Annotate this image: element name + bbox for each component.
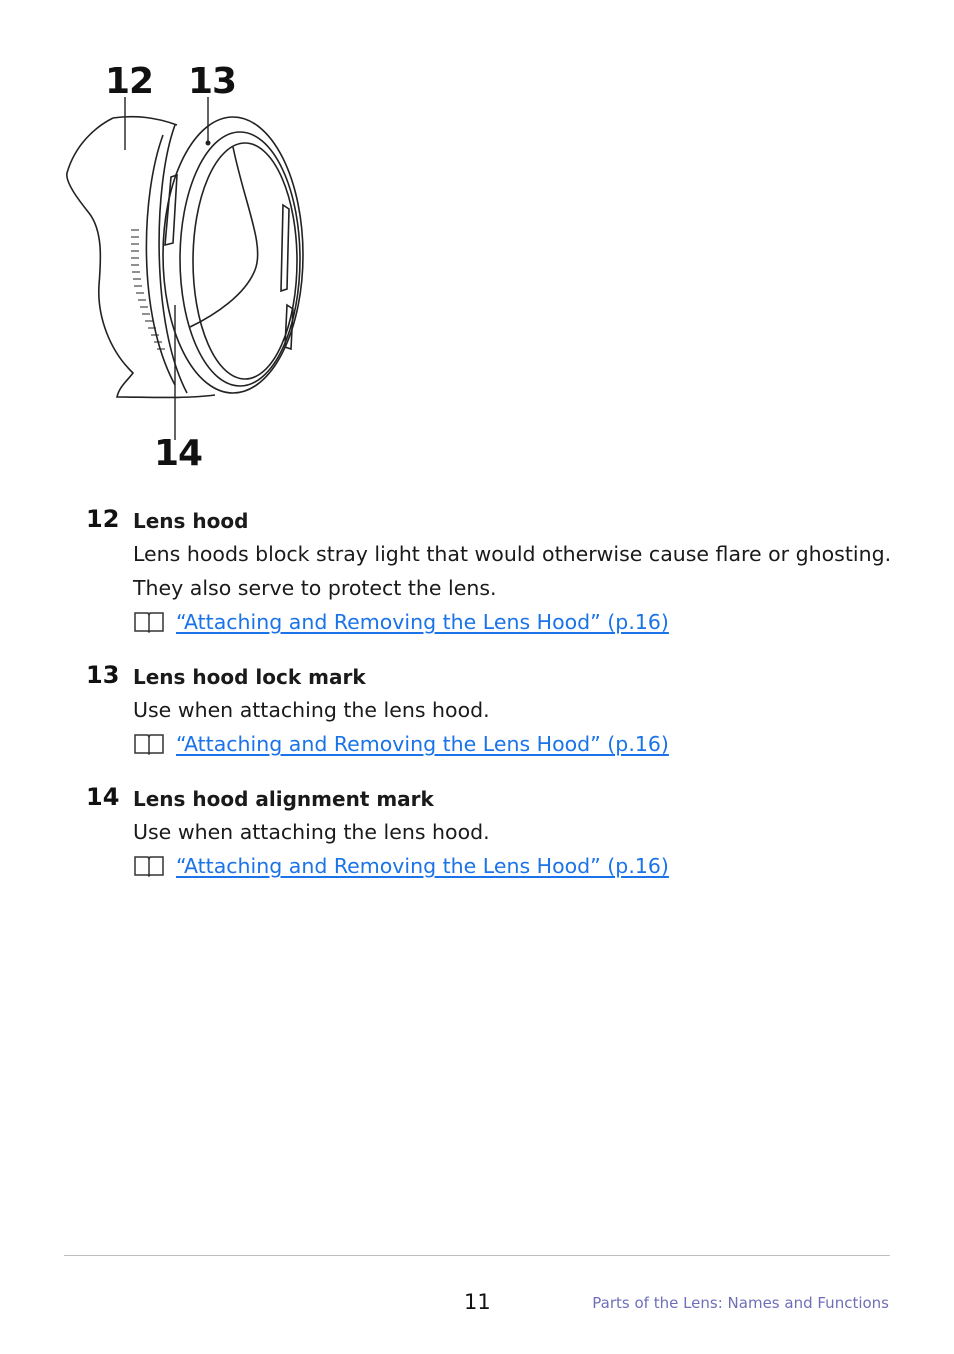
callout-12: 12 bbox=[105, 61, 154, 102]
item-number: 12 bbox=[86, 505, 120, 533]
callout-14: 14 bbox=[154, 433, 203, 474]
reference-link-row bbox=[133, 849, 906, 883]
reference-link-row bbox=[133, 727, 906, 761]
item-description: Lens hoods block stray light that would otherwise cause flare or ghosting. They also serve to protect the lens. bbox=[133, 542, 892, 600]
page-number: 11 bbox=[464, 1290, 491, 1314]
attaching-hood-link[interactable]: “Attaching and Removing the Lens Hood” (p.16) bbox=[176, 610, 669, 634]
book-icon bbox=[133, 733, 165, 755]
item-heading: Lens hood alignment mark bbox=[133, 787, 434, 811]
list-item-lens-hood bbox=[86, 505, 906, 639]
item-description: Use when attaching the lens hood. bbox=[133, 820, 490, 844]
item-number: 13 bbox=[86, 661, 120, 689]
item-heading: Lens hood bbox=[133, 509, 249, 533]
parts-list bbox=[86, 505, 906, 905]
lens-hood-figure bbox=[55, 55, 315, 475]
item-heading: Lens hood lock mark bbox=[133, 665, 366, 689]
footer-section-title[interactable]: Parts of the Lens: Names and Functions bbox=[592, 1294, 889, 1312]
footer-divider bbox=[64, 1255, 890, 1256]
callout-13: 13 bbox=[188, 61, 237, 102]
lens-hood-illustration bbox=[55, 55, 315, 475]
list-item-lens-hood-alignment-mark bbox=[86, 783, 906, 883]
list-item-lens-hood-lock-mark bbox=[86, 661, 906, 761]
reference-link-row bbox=[133, 605, 906, 639]
item-number: 14 bbox=[86, 783, 120, 811]
item-description: Use when attaching the lens hood. bbox=[133, 698, 490, 722]
book-icon bbox=[133, 855, 165, 877]
book-icon bbox=[133, 611, 165, 633]
attaching-hood-link[interactable]: “Attaching and Removing the Lens Hood” (p.16) bbox=[176, 854, 669, 878]
attaching-hood-link[interactable]: “Attaching and Removing the Lens Hood” (p.16) bbox=[176, 732, 669, 756]
